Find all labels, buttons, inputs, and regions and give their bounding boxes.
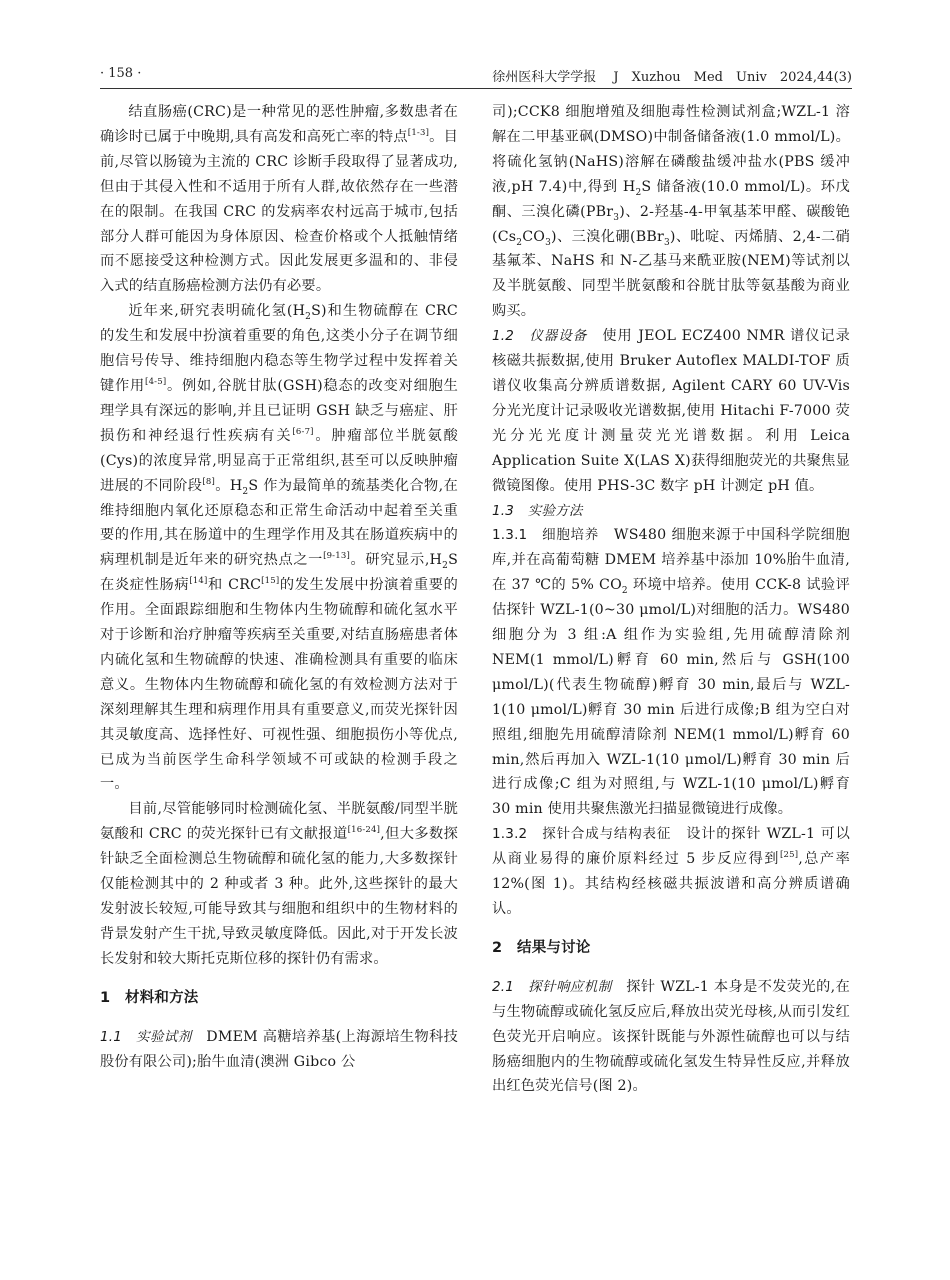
intro-paragraph-2: 近年来,研究表明硫化氢$(H_2S)$和生物硫醇在 CRC 的发生和发展中扮演着重要的角色,这类小分子在调节细胞信号传导、维持细胞内稳态等生物学过程中发挥着关键作用[4-5]。例如,谷胱甘肽(GSH)稳态的改变对细胞生理学具有深远的影响,并且已证明 GSH 缺乏与癌症、肝损伤和神经退行性疾病有关[6-7]。肿瘤部位半胱氨酸(Cys)的浓度异常,明显高于正常组织,甚至可以反映肿瘤进展的不同阶段[8]。$H_2S$ 作为最简单的巯基类化合物,在维持细胞内氧化还原稳态和正常生命活动中起着至关重要的作用,其在肠道中的生理学作用及其在肠道疾病中的病理机制是近年来的研究热点之一[9-13]。研究显示$,H_2S$ 在炎症性肠病[14]和 CRC[15]的发生发展中扮演着重要的作用。全面跟踪细胞和生物体内生物硫醇和硫化氢水平对于诊断和治疗肿瘤等疾病至关重要,对结直肠癌患者体内硫化氢和生物硫醇的快速、准确检测具有重要的临床意义。生物体内生物硫醇和硫化氢的有效检测方法对于深刻理解其生理和病理作用具有重要意义,而荧光探针因其灵敏度高、选择性好、可视性强、细胞损伤小等优点,已成为当前医学生命科学领域不可或缺的检测手段之一。 (100, 303, 459, 793)
section-1-heading: 1 材料和方法 (100, 989, 199, 1006)
subsection-label: 1.1 实验试剂 (100, 1028, 192, 1045)
citation: [16-24] (347, 825, 381, 836)
subsection-label: 1.3.1 细胞培养 (492, 527, 600, 544)
section-2-heading: 2 结果与讨论 (492, 939, 591, 956)
section-1-3-2: 1.3.2 探针合成与结构表征 设计的探针 WZL-1 可以从商业易得的廉价原料经过 5 步反应得到[25],总产率 12%(图 1)。其结构经核磁共振波谱和高分辨质谱确认。 (492, 826, 851, 917)
section-1-3-heading: 1.3 实验方法 (492, 502, 583, 519)
citation: [1-3] (407, 127, 430, 138)
section-1-2: 1.2 仪器设备 使用 JEOL ECZ400 NMR 谱仪记录核磁共振数据,使用 Bruker Autoflex MALDI-TOF 质谱仪收集高分辨质谱数据, Agilent CARY 60 UV-Vis 分光光度计记录吸收光谱数据,使用 Hitachi F-7000 荧光分光光度计测量荧光光谱数据。利用 Leica Application Suite X(LAS X)获得细胞荧光的共聚焦显微镜图像。使用 PHS-3C 数字 pH 计测定 pH 值。 (492, 328, 850, 494)
header-rule (100, 88, 852, 89)
section-1-3-1: 1.3.1 细胞培养 WS480 细胞来源于中国科学院细胞库,并在高葡萄糖 DMEM 培养基中添加 10%胎牛血清,在 37 ℃的 5% $CO_2$ 环境中培养。使用 CCK-8 试验评估探针 WZL-1(0~30 μmol/L)对细胞的活力。WS480 细胞分为 3 组:A 组作为实验组,先用硫醇清除剂 NEM(1 mmol/L)孵育 60 min,然后与 GSH(100 μmol/L)(代表生物硫醇)孵育 30 min,最后与 WZL-1(10 μmol/L)孵育 30 min 后进行成像;B 组为空白对照组,细胞先用硫醇清除剂 NEM(1 mmol/L)孵育 60 min,然后再加入 WZL-1(10 μmol/L)孵育 30 min 后进行成像;C 组为对照组,与 WZL-1(10 μmol/L)孵育 30 min 使用共聚焦激光扫描显微镜进行成像。 (492, 527, 850, 818)
citation: [9-13] (323, 551, 350, 562)
subsection-label: 1.2 仪器设备 (492, 328, 588, 345)
left-column (100, 100, 458, 1074)
page-number: · 158 · (100, 66, 142, 81)
journal-citation: 徐州医科大学学报 J Xuzhou Med Univ 2024,44(3) (492, 70, 852, 85)
subsection-label: 1.3.2 探针合成与结构表征 (492, 826, 672, 843)
citation: [8] (202, 476, 215, 487)
citation: [15] (261, 576, 280, 587)
intro-paragraph-1: 结直肠癌(CRC)是一种常见的恶性肿瘤,多数患者在确诊时已属于中晚期,具有高发和高死亡率的特点[1-3]。目前,尽管以肠镜为主流的 CRC 诊断手段取得了显著成功,但由于其侵入性和不适用于所有人群,故依然存在一些潜在的限制。在我国 CRC 的发病率农村远高于城市,包括部分人群可能因为身体原因、检查价格或个人抵触情绪而不愿接受这种检测方式。因此发展更多温和的、非侵入式的结直肠癌检测方法仍有必要。 (100, 104, 458, 295)
citation: [6-7] (292, 426, 314, 437)
citation: [25] (779, 850, 799, 861)
intro-paragraph-3: 目前,尽管能够同时检测硫化氢、半胱氨酸/同型半胱氨酸和 CRC 的荧光探针已有文献报道[16-24],但大多数探针缺乏全面检测总生物硫醇和硫化氢的能力,大多数探针仅能检测其中的 2 种或者 3 种。此外,这些探针的最大发射波长较短,可能导致其与细胞和组织中的生物材料的背景发射产生干扰,导致灵敏度降低。因此,对于开发长波长发射和较大斯托克斯位移的探针仍有需求。 (100, 801, 458, 967)
reagents-continued: 司);CCK8 细胞增殖及细胞毒性检测试剂盒;WZL-1 溶解在二甲基亚砜(DMSO)中制备储备液(1.0 mmol/L)。将硫化氢钠(NaHS)溶解在磷酸盐缓冲盐水(PBS 缓冲液,pH 7.4)中,得到 $H_2S$ 储备液(10.0 mmol/L)。环戊酮、三溴化磷(PBr$_3$)、2-羟基-4-甲氧基苯甲醛、碳酸铯$(Cs_2CO_3)$、三溴化硼(BBr$_3$)、吡啶、丙烯腈、2,4-二硝基氟苯、NaHS 和 N-乙基马来酰亚胺(NEM)等试剂以及半胱氨酸、同型半胱氨酸和谷胱甘肽等氨基酸为商业购买。 (492, 104, 850, 320)
citation: [14] (189, 576, 208, 587)
subsection-label: 2.1 探针响应机制 (492, 978, 612, 995)
citation: [4-5] (145, 376, 167, 387)
section-1-1: 1.1 实验试剂 DMEM 高糖培养基(上海源培生物科技股份有限公司);胎牛血清(澳洲 Gibco 公 (100, 1028, 458, 1070)
section-2-1: 2.1 探针响应机制 探针 WZL-1 本身是不发荧光的,在与生物硫醇或硫化氢反应后,释放出荧光母核,从而引发红色荧光开启响应。该探针既能与外源性硫醇也可以与结肠癌细胞内的生物硫醇或硫化氢发生特异性反应,并释放出红色荧光信号(图 2)。 (492, 978, 850, 1095)
right-column (492, 100, 850, 1099)
running-header (100, 62, 852, 88)
